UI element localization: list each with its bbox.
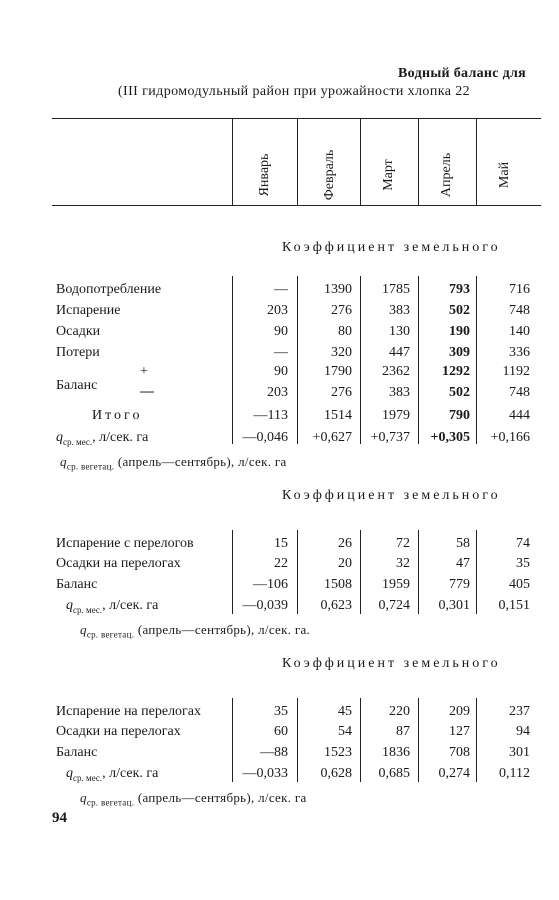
section3-col-divider-4	[418, 698, 419, 782]
table-cell: 0,112	[499, 766, 530, 781]
section2-col-divider-2	[297, 530, 298, 614]
table-cell: 35	[274, 704, 288, 719]
table-cell: 1292	[442, 364, 470, 379]
section2-col-divider-4	[418, 530, 419, 614]
section3-col-divider-5	[476, 698, 477, 782]
table-cell: 20	[338, 556, 352, 571]
table-cell: 209	[449, 704, 470, 719]
row-label-evaporation: Испарение	[56, 303, 121, 318]
table-cell: 1523	[324, 745, 352, 760]
row-label-balance: Баланс	[56, 745, 98, 760]
row-label-fallow-precipitation: Осадки на перелогах	[56, 724, 181, 739]
row-label-total: Итого	[92, 408, 143, 423]
table-cell: 15	[274, 536, 288, 551]
row-label-balance: Баланс	[56, 577, 98, 592]
header-col-divider-4	[418, 118, 419, 206]
table-cell: 74	[516, 536, 530, 551]
section1-col-divider-2	[297, 276, 298, 444]
table-cell: 0,685	[378, 766, 410, 781]
table-cell: 1836	[382, 745, 410, 760]
page-subtitle: (III гидромодульный район при урожайности хлопка 22	[118, 84, 471, 99]
table-cell: 60	[274, 724, 288, 739]
table-cell: 80	[338, 324, 352, 339]
table-cell: 203	[267, 385, 288, 400]
table-cell: —	[274, 345, 288, 360]
header-col-divider-2	[297, 118, 298, 206]
table-cell: +0,627	[312, 430, 352, 445]
section1-col-divider-3	[360, 276, 361, 444]
header-col-divider-5	[476, 118, 477, 206]
table-cell: 2362	[382, 364, 410, 379]
table-cell: 45	[338, 704, 352, 719]
table-cell: 140	[509, 324, 530, 339]
table-cell: 779	[449, 577, 470, 592]
table-cell: 94	[516, 724, 530, 739]
header-col-divider-3	[360, 118, 361, 206]
section2-vegetation-note: $q_{ср. вегетац.}$ (апрель—сентябрь), л/сек. га.	[80, 622, 311, 640]
table-cell: 58	[456, 536, 470, 551]
table-cell: 127	[449, 724, 470, 739]
table-cell: 1508	[324, 577, 352, 592]
row-label-plus: +	[140, 364, 148, 379]
table-cell: 35	[516, 556, 530, 571]
row-label-fallow-precipitation: Осадки на перелогах	[56, 556, 181, 571]
row-label-precipitation: Осадки	[56, 324, 101, 339]
table-cell: 748	[509, 303, 530, 318]
table-cell: 502	[449, 385, 470, 400]
table-cell: 447	[389, 345, 410, 360]
table-cell: 47	[456, 556, 470, 571]
table-cell: 790	[449, 408, 470, 423]
table-cell: 1785	[382, 282, 410, 297]
table-cell: —0,033	[242, 766, 288, 781]
section3-title: Коэффициент земельного	[282, 656, 501, 671]
table-cell: 90	[274, 324, 288, 339]
table-cell: 748	[509, 385, 530, 400]
section1-col-divider-5	[476, 276, 477, 444]
page-number: 94	[52, 810, 67, 826]
table-cell: —0,046	[242, 430, 288, 445]
table-cell: 1192	[502, 364, 530, 379]
table-cell: 0,623	[320, 598, 352, 613]
section3-vegetation-note: $q_{ср. вегетац.}$ (апрель—сентябрь), л/сек. га	[80, 790, 307, 808]
table-cell: 237	[509, 704, 530, 719]
section3-col-divider-2	[297, 698, 298, 782]
table-cell: +0,305	[430, 430, 470, 445]
row-label-q-monthly: $q_{ср. мес.}$, л/сек. га	[56, 430, 149, 447]
table-cell: 0,724	[378, 598, 410, 613]
table-cell: 383	[389, 385, 410, 400]
section2-col-divider-3	[360, 530, 361, 614]
section1-title: Коэффициент земельного	[282, 240, 501, 255]
row-label-q-monthly: $q_{ср. мес.}$, л/сек. га	[66, 598, 159, 615]
table-cell: 130	[389, 324, 410, 339]
table-cell: 190	[449, 324, 470, 339]
table-cell: 1959	[382, 577, 410, 592]
table-cell: 276	[331, 385, 352, 400]
table-cell: 54	[338, 724, 352, 739]
row-label-water-consumption: Водопотребление	[56, 282, 162, 297]
section3-col-divider-1	[232, 698, 233, 782]
table-cell: 301	[509, 745, 530, 760]
table-cell: 90	[274, 364, 288, 379]
table-cell: 793	[449, 282, 470, 297]
section2-col-divider-1	[232, 530, 233, 614]
table-cell: 26	[338, 536, 352, 551]
table-cell: 1514	[324, 408, 352, 423]
table-cell: 383	[389, 303, 410, 318]
row-label-fallow-evaporation: Испарение с перелогов	[56, 536, 194, 551]
page-title: Водный баланс для	[398, 66, 526, 81]
table-cell: 708	[449, 745, 470, 760]
table-cell: +0,737	[370, 430, 410, 445]
section3-col-divider-3	[360, 698, 361, 782]
table-cell: 336	[509, 345, 530, 360]
table-cell: 87	[396, 724, 410, 739]
table-cell: —	[274, 282, 288, 297]
table-cell: 1790	[324, 364, 352, 379]
table-cell: 309	[449, 345, 470, 360]
table-cell: —106	[253, 577, 288, 592]
table-cell: 276	[331, 303, 352, 318]
header-col-divider-1	[232, 118, 233, 206]
table-cell: —113	[253, 408, 288, 423]
table-cell: +0,166	[490, 430, 530, 445]
section1-col-divider-4	[418, 276, 419, 444]
table-cell: 444	[509, 408, 530, 423]
table-cell: —88	[260, 745, 288, 760]
table-cell: 22	[274, 556, 288, 571]
section2-col-divider-5	[476, 530, 477, 614]
table-cell: —0,039	[242, 598, 288, 613]
table-cell: 220	[389, 704, 410, 719]
row-label-balance: Баланс	[56, 378, 98, 393]
table-cell: 502	[449, 303, 470, 318]
section1-col-divider-1	[232, 276, 233, 444]
table-cell: 0,628	[320, 766, 352, 781]
table-cell: 716	[509, 282, 530, 297]
table-cell: 405	[509, 577, 530, 592]
section1-vegetation-note: $q_{ср. вегетац.}$ (апрель—сентябрь), л/сек. га	[60, 454, 287, 472]
table-cell: 72	[396, 536, 410, 551]
table-cell: 1390	[324, 282, 352, 297]
row-label-minus: —	[140, 384, 154, 399]
row-label-losses: Потери	[56, 345, 100, 360]
row-label-fallow-evaporation: Испарение на перелогах	[56, 704, 202, 719]
section2-title: Коэффициент земельного	[282, 488, 501, 503]
table-cell: 0,301	[438, 598, 470, 613]
table-cell: 203	[267, 303, 288, 318]
table-cell: 0,274	[438, 766, 470, 781]
table-cell: 0,151	[498, 598, 530, 613]
table-cell: 32	[396, 556, 410, 571]
row-label-q-monthly: $q_{ср. мес.}$, л/сек. га	[66, 766, 159, 783]
table-cell: 1979	[382, 408, 410, 423]
table-cell: 320	[331, 345, 352, 360]
